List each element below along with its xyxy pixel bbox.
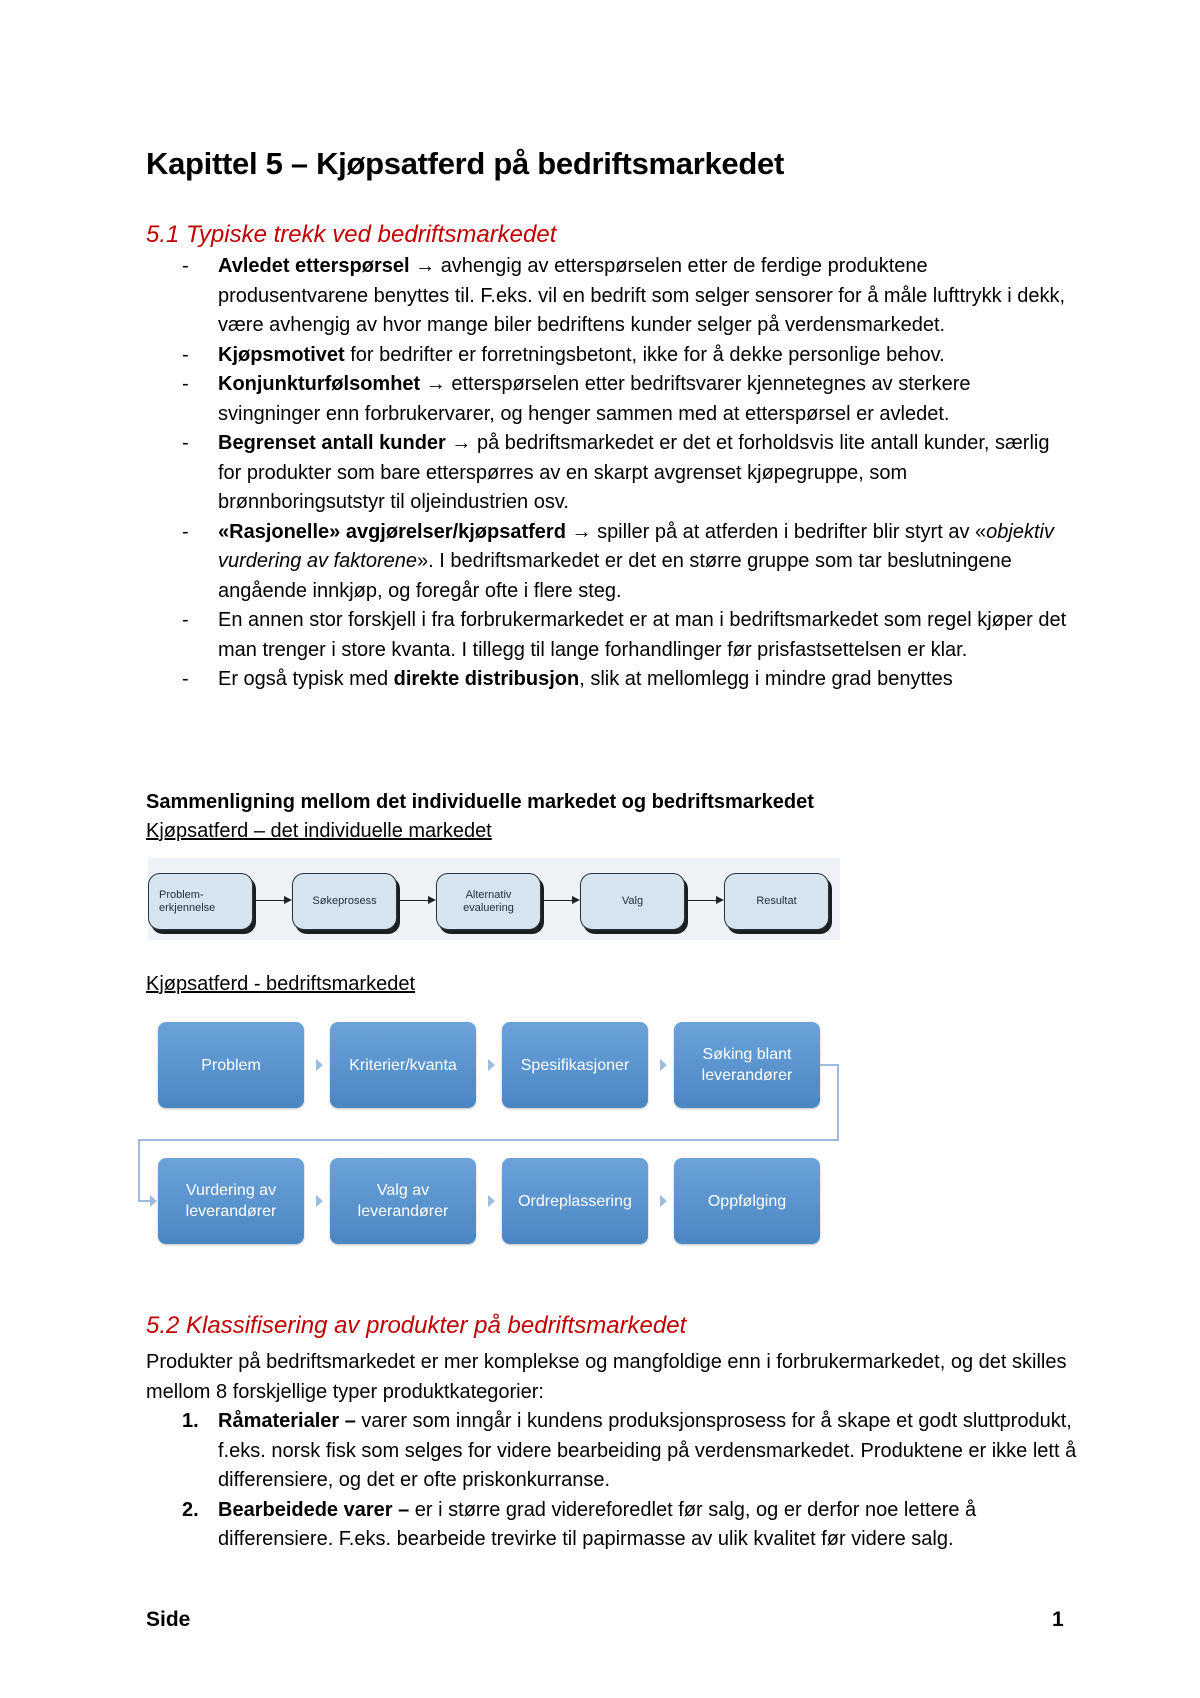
term: Avledet etterspørsel	[218, 255, 410, 277]
list-item	[146, 370, 1076, 429]
page-title: Kapittel 5 – Kjøpsatferd på bedriftsmarkedet	[146, 146, 784, 181]
item-text: på bedriftsmarkedet er det et forholdsvis lite antall kunder, særlig for produkter som bare etterspørres av en skarpt avgrenset kjøpegruppe, som brønnboringsutstyr til oljeindustrien osv.	[218, 432, 1050, 513]
section-heading-5-2: 5.2 Klassifisering av produkter på bedriftsmarkedet	[146, 1312, 687, 1339]
step-supplier-choice	[330, 1158, 476, 1244]
comparison-heading: Sammenligning mellom det individuelle markedet og bedriftsmarkedet	[146, 791, 814, 813]
term: Råmaterialer –	[218, 1410, 356, 1432]
step-label: Alternativ evaluering	[463, 888, 514, 914]
list-item	[146, 1407, 1086, 1496]
step-label: Valg av leverandører	[357, 1182, 449, 1220]
business-market-label: Kjøpsatferd - bedriftsmarkedet	[146, 973, 415, 995]
step-result	[724, 873, 829, 930]
item-text: avhengig av etterspørselen etter de ferdige produktene produsentvarene benyttes til. F.eks. vil en bedrift som selger sensorer for å måle lufttrykk i dekk, være avhengig av hvor mange biler bedriftens kunder selger på verdensmarkedet.	[218, 255, 1066, 336]
row-connector	[138, 1139, 839, 1141]
step-label: Valg	[621, 895, 644, 907]
step-label: Oppfølging	[707, 1192, 787, 1210]
list-item	[146, 665, 1076, 695]
step-supplier-evaluation	[158, 1158, 304, 1244]
item-text: En annen stor forskjell i fra forbrukermarkedet er at man i bedriftsmarkedet som regel kjøper det man trenger i store kvanta. I tillegg til lange forhandlinger før prisfastsettelsen er klar.	[218, 609, 1067, 661]
flow-arrow	[660, 1059, 667, 1071]
flow-arrow	[150, 1195, 157, 1207]
item-number: 1.	[182, 1410, 199, 1432]
flow-arrow	[254, 900, 290, 901]
step-label: Ordreplassering	[518, 1192, 632, 1210]
item-number: 2.	[182, 1498, 199, 1521]
step-problem	[158, 1022, 304, 1108]
term: direkte distribusjon	[393, 668, 580, 690]
step-label: Problem	[201, 1056, 261, 1074]
arrow-icon: →	[565, 520, 598, 543]
flow-arrow	[398, 900, 434, 901]
step-follow-up	[674, 1158, 820, 1244]
row-connector	[820, 1064, 838, 1066]
item-text: er i større grad videreforedlet før salg, og er derfor noe lettere å differensiere. F.eks. bearbeide trevirke til papirmasse av ulik kvalitet før videre salg.	[218, 1498, 977, 1550]
step-label: Kriterier/kvanta	[349, 1056, 457, 1074]
step-order-placement	[502, 1158, 648, 1244]
step-label: Søking blant leverandører	[701, 1046, 793, 1084]
item-text: for bedrifter er forretningsbetont, ikke for å dekke personlige behov.	[344, 343, 945, 366]
footer-label: Side	[146, 1608, 191, 1631]
flow-arrow	[488, 1195, 495, 1207]
list-item	[146, 429, 1076, 518]
term: Begrenset antall kunder	[218, 432, 446, 454]
item-text: etterspørselen etter bedriftsvarer kjennetegnes av sterkere svingninger enn forbrukervarer, og henger sammen med at etterspørsel er avledet.	[218, 373, 971, 425]
term: «Rasjonelle» avgjørelser/kjøpsatferd	[218, 520, 566, 543]
flow-arrow	[316, 1195, 323, 1207]
section-heading-5-1: 5.1 Typiske trekk ved bedriftsmarkedet	[146, 221, 557, 248]
step-specifications	[502, 1022, 648, 1108]
arrow-icon: →	[420, 373, 452, 395]
section-intro: Produkter på bedriftsmarkedet er mer komplekse og mangfoldige enn i forbrukermarkedet, og det skilles mellom 8 forskjellige typer produktkategorier:	[146, 1351, 1067, 1403]
step-label: Resultat	[756, 895, 797, 907]
step-label: Spesifikasjoner	[520, 1056, 630, 1074]
list-item	[146, 1496, 1086, 1555]
numbered-list	[146, 1407, 1086, 1555]
flow-arrow	[488, 1059, 495, 1071]
item-text: Er også typisk med	[218, 668, 394, 690]
item-text: , slik at mellomlegg i mindre grad benyttes	[579, 668, 953, 690]
arrow-icon: →	[409, 255, 441, 277]
step-choice	[580, 873, 685, 930]
step-search	[292, 873, 397, 930]
individual-process-diagram	[148, 858, 840, 940]
flow-arrow	[316, 1059, 323, 1071]
item-italic: objektiv vurdering av faktorene	[218, 520, 1054, 572]
flow-arrow	[660, 1195, 667, 1207]
flow-arrow	[686, 900, 722, 901]
term: Bearbeidede varer –	[218, 1498, 410, 1521]
step-label: Vurdering av leverandører	[185, 1182, 277, 1220]
term: Konjunkturfølsomhet	[218, 373, 421, 395]
list-item	[146, 341, 1076, 371]
term: Kjøpsmotivet	[218, 343, 345, 366]
item-text: spiller på at atferden i bedrifter blir styrt av «	[597, 520, 987, 543]
step-problem-recognition	[148, 873, 253, 930]
step-supplier-search	[674, 1022, 820, 1108]
individual-market-label: Kjøpsatferd – det individuelle markedet	[146, 820, 492, 842]
arrow-icon: →	[445, 432, 477, 454]
step-criteria	[330, 1022, 476, 1108]
step-label: Søkeprosess	[312, 895, 377, 907]
item-text: varer som inngår i kundens produksjonsprosess for å skape et godt sluttprodukt, f.eks. norsk fisk som selges for videre bearbeiding på verdensmarkedet. Produktene er ikke lett å differensiere, og det er ofte priskonkurranse.	[218, 1410, 1077, 1491]
step-label: Problem- erkjennelse	[159, 888, 216, 914]
row-connector	[837, 1064, 839, 1140]
list-item	[146, 518, 1076, 607]
step-alternative-evaluation	[436, 873, 541, 930]
row-connector	[138, 1139, 140, 1201]
item-text: ». I bedriftsmarkedet er det en større gruppe som tar beslutningene angående innkjøp, og foregår ofte i flere steg.	[218, 550, 1012, 602]
list-item	[146, 252, 1076, 341]
bullet-list	[146, 252, 1076, 695]
list-item	[146, 606, 1076, 665]
flow-arrow	[542, 900, 578, 901]
page-number: 1	[1052, 1608, 1064, 1631]
